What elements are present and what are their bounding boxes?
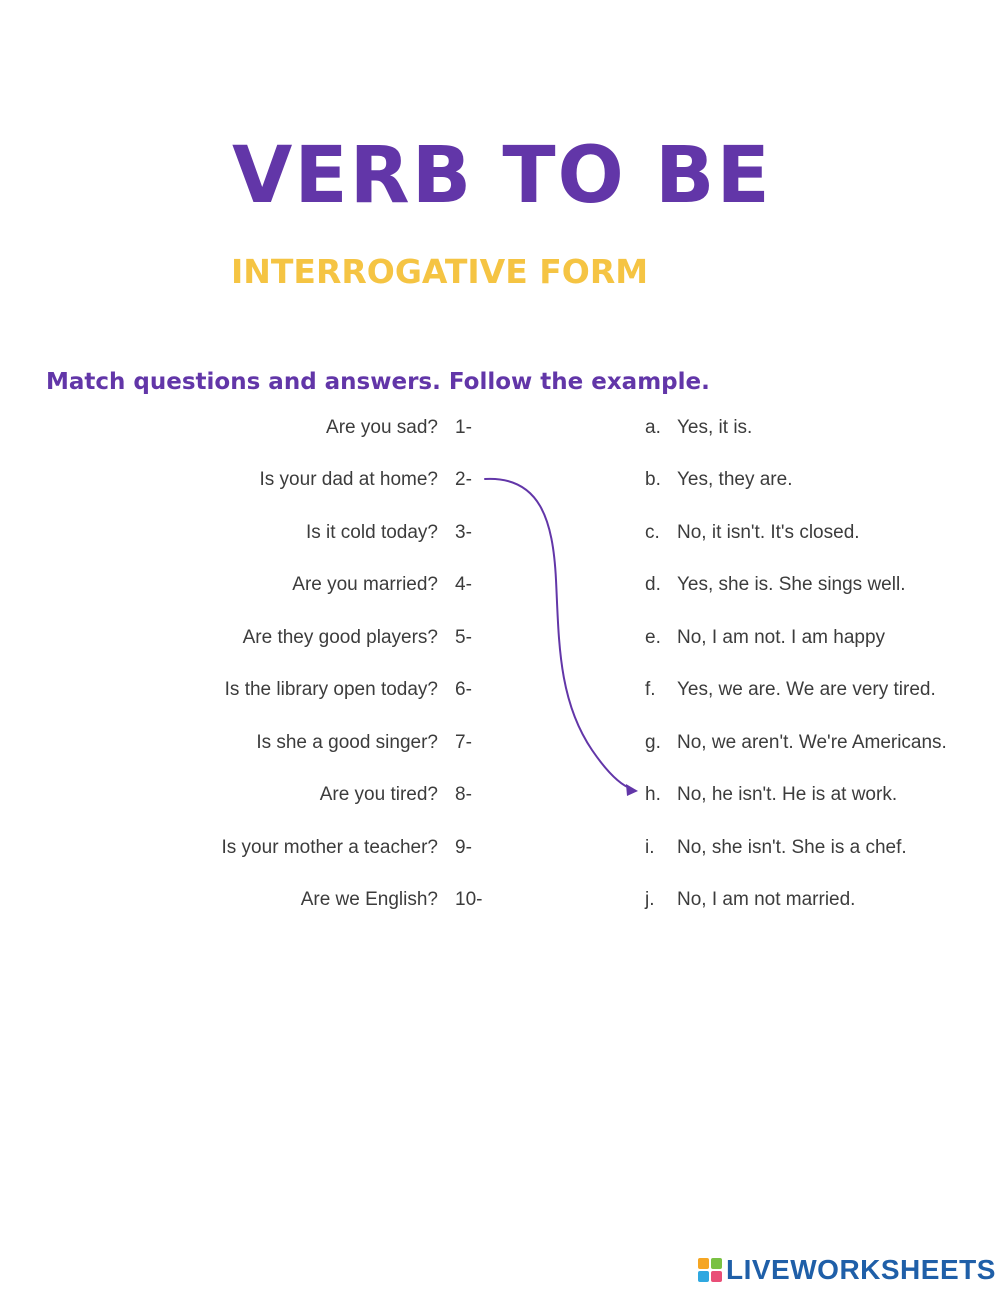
- question-number: 5-: [455, 627, 472, 648]
- answer-letter: d.: [645, 574, 661, 595]
- question-number: 7-: [455, 732, 472, 753]
- match-row: [0, 409, 1000, 449]
- answer-text: No, she isn't. She is a chef.: [677, 837, 907, 858]
- page-subtitle: INTERROGATIVE FORM: [231, 252, 649, 291]
- question-text: Are they good players?: [242, 627, 438, 648]
- question-number: 10-: [455, 889, 483, 910]
- liveworksheets-brand: [698, 1253, 996, 1287]
- answer-letter: a.: [645, 417, 661, 438]
- question-number: 8-: [455, 784, 472, 805]
- answer-letter: h.: [645, 784, 661, 805]
- page-title: VERB TO BE: [232, 131, 772, 221]
- answer-text: No, he isn't. He is at work.: [677, 784, 898, 805]
- match-row: [0, 671, 1000, 711]
- answer-text: No, we aren't. We're Americans.: [677, 732, 947, 753]
- question-text: Is your mother a teacher?: [221, 837, 438, 858]
- answer-text: Yes, they are.: [677, 469, 793, 490]
- answer-text: No, I am not married.: [677, 889, 856, 910]
- answer-letter: b.: [645, 469, 661, 490]
- question-text: Is the library open today?: [224, 679, 438, 700]
- question-text: Are we English?: [300, 889, 438, 910]
- question-text: Is it cold today?: [305, 522, 438, 543]
- answer-letter: c.: [645, 522, 660, 543]
- question-text: Is she a good singer?: [256, 732, 438, 753]
- question-text: Are you tired?: [319, 784, 438, 805]
- question-text: Are you married?: [292, 574, 438, 595]
- liveworksheets-logo-icon: [698, 1258, 722, 1282]
- match-row: [0, 776, 1000, 816]
- answer-text: No, it isn't. It's closed.: [677, 522, 860, 543]
- answer-text: Yes, she is. She sings well.: [677, 574, 906, 595]
- brand-name: LIVEWORKSHEETS: [726, 1254, 996, 1285]
- question-number: 3-: [455, 522, 472, 543]
- answer-letter: e.: [645, 627, 661, 648]
- answer-letter: i.: [645, 837, 655, 858]
- answer-text: Yes, we are. We are very tired.: [677, 679, 936, 700]
- question-number: 4-: [455, 574, 472, 595]
- question-number: 6-: [455, 679, 472, 700]
- answer-letter: g.: [645, 732, 661, 753]
- answer-text: No, I am not. I am happy: [677, 627, 886, 648]
- match-row: [0, 619, 1000, 659]
- answer-text: Yes, it is.: [677, 417, 753, 438]
- question-number: 1-: [455, 417, 472, 438]
- match-row: [0, 829, 1000, 869]
- question-text: Is your dad at home?: [259, 469, 438, 490]
- answer-letter: j.: [645, 889, 655, 910]
- match-row: [0, 881, 1000, 921]
- match-row: [0, 461, 1000, 501]
- question-text: Are you sad?: [326, 417, 438, 438]
- answer-letter: f.: [645, 679, 656, 700]
- instruction-text: Match questions and answers. Follow the example.: [46, 369, 710, 395]
- question-number: 2-: [455, 469, 472, 490]
- match-row: [0, 566, 1000, 606]
- match-row: [0, 514, 1000, 554]
- match-row: [0, 724, 1000, 764]
- question-number: 9-: [455, 837, 472, 858]
